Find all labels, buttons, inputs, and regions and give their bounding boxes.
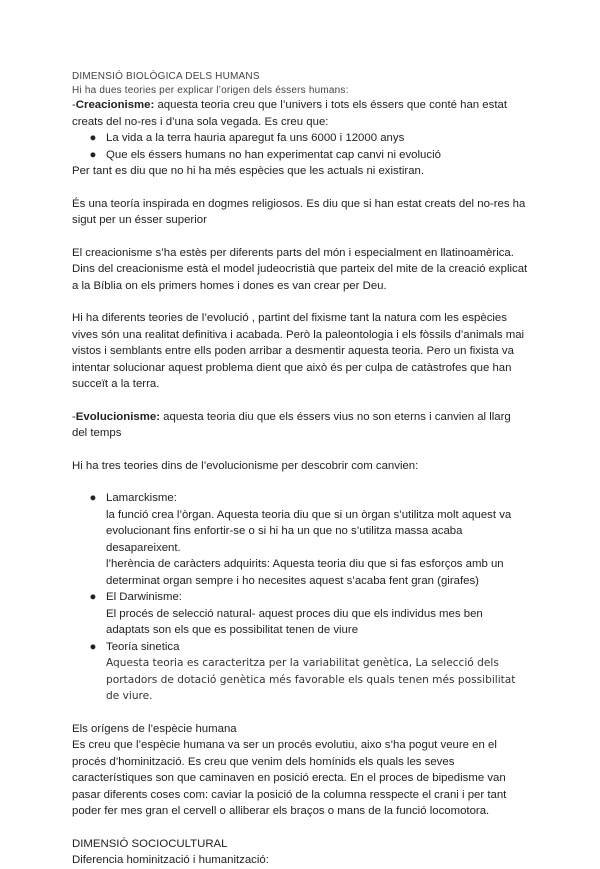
list-item [89, 639, 528, 705]
bullet-icon: ● [89, 640, 97, 653]
dash: - [72, 99, 76, 111]
list-item-text: Que els éssers humans no han experimentat cap canvi ni evolució [106, 148, 441, 161]
origens-text: Es creu que l’espècie humana va ser un procés evolutiu, aixo s’ha pogut veure en el procés d’hominització. Es creu que venim dels homínids els quals les seves característiques son que caminaven en posició erecta. En el proces de bipedisme van pasar diferents coses com: caviar la posició de la columna resspecte el crani i per tant poder fer mes gran el cervell o alliberar els braços o mans de la funció locomotora. [72, 739, 507, 817]
creacionisme-conclusion: Per tant es diu que no hi ha més espècies que les actuals ni existiran. [72, 165, 425, 177]
document-content [72, 70, 528, 869]
bullet-icon: ● [89, 132, 97, 144]
bullet-icon: ● [89, 148, 97, 161]
dash: - [72, 410, 76, 423]
sociocultural-heading: DIMENSIÓ SOCIOCULTURAL [72, 837, 228, 850]
creacionisme-term: Creacionisme: [75, 99, 155, 111]
evolucionisme-term: Evolucionisme: [75, 410, 160, 423]
creacionisme-text: aquesta teoria creu que l’univers i tots els éssers que conté han estat creats del no-res i d’una sola vegada. Es creu que: [72, 99, 507, 128]
theory-name: El Darwinisme: [106, 591, 182, 603]
bullet-icon: ● [89, 591, 97, 603]
list-item [89, 147, 528, 164]
sociocultural-subheading: Diferencia hominització i humanització: [72, 854, 269, 866]
section-subtitle: Hi ha dues teories per explicar l’origen dels éssers humans: [72, 84, 349, 96]
theories-list [72, 490, 528, 705]
list-item [89, 490, 528, 589]
evolucionisme-intro: Hi ha tres teories dins de l’evolucionisme per descobrir com canvien: [72, 459, 419, 472]
theory-text: l’herència de caràcters adquirits: Aquesta teoria diu que si fas esforços amb un determinat organ sempre i ho necesites aquest s’acaba fent gran (girafes) [106, 558, 504, 587]
theory-name: Lamarckisme: [106, 492, 177, 504]
creacionisme-paragraph-3: Hi ha diferents teories de l’evolució , partint del fixisme tant la natura com les espècies vives són una realitat definitiva i acabada. Però la paleontologia i els fòssils d’animals mai vistos i semblants entre ells poden arribar a desmentir aquesta teoria. Pero un fixista va intentar solucionar aquest problema dient que això és per culpa de catàstrofes que han succeït a la terra. [72, 312, 525, 390]
section-title: DIMENSIÓ BIOLÒGICA DELS HUMANS [72, 71, 260, 82]
theory-text: la funció crea l’òrgan. Aquesta teoria diu que si un òrgan s’utilitza molt aquest va evolucionant fins enfortir-se o si hi ha un que no s’utilitza massa acaba desapareixent. [106, 508, 512, 554]
creacionisme-list [72, 130, 528, 163]
creacionisme-paragraph [72, 97, 528, 130]
theory-text: Aquesta teoria es caracteritza per la variabilitat genètica, La selecció dels portadors de dotació genètica més favorable els quals tenen més possibilitat de viure. [106, 657, 516, 702]
evolucionisme-text: aquesta teoria diu que els éssers vius no son eterns i canvien al llarg del temps [72, 410, 511, 439]
origens-heading: Els orígens de l’espècie humana [72, 722, 237, 735]
creacionisme-paragraph-1: És una teoría inspirada en dogmes religiosos. Es diu que si han estat creats del no-res ha sigut per un ésser superior [72, 197, 526, 226]
bullet-icon: ● [89, 492, 97, 504]
theory-name: Teoría sinetica [106, 640, 180, 653]
list-item [89, 130, 528, 147]
creacionisme-paragraph-2: El creacionisme s’ha estès per diferents parts del món i especialment en llatinoamèrica. Dins del creacionisme està el model judeocristià que parteix del mite de la creació explicat a la Bíblia on els primers homes i dones es van crear per Deu. [72, 246, 528, 292]
list-item [89, 589, 528, 639]
list-item-text: La vida a la terra hauria aparegut fa uns 6000 i 12000 anys [106, 132, 405, 144]
evolucionisme-paragraph [72, 409, 528, 442]
theory-text: El procés de selecció natural- aquest proces diu que els individus mes ben adaptats son els que es possibilitat tenen de viure [106, 607, 483, 636]
